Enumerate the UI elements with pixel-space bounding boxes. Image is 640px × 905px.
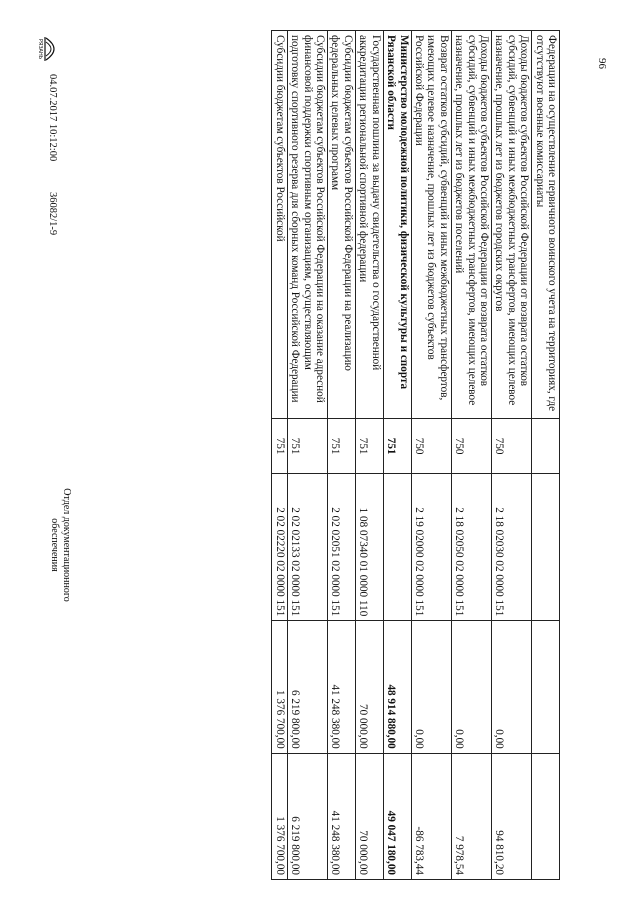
row-admin-code: 751 — [355, 418, 383, 473]
revenue-table — [271, 30, 560, 880]
table-row — [328, 31, 356, 880]
document-id: 36082/1-9 — [47, 192, 58, 236]
table-row — [532, 31, 560, 880]
row-amount-planned: 0,00 — [411, 621, 451, 753]
row-admin-code: 751 — [383, 418, 411, 473]
row-amount-planned: 1 376 700,00 — [272, 621, 287, 753]
rotated-page-content — [37, 30, 560, 880]
row-amount-planned: 0,00 — [451, 621, 491, 753]
row-amount-total: 6 219 800,00 — [287, 753, 327, 879]
row-admin-code: 750 — [451, 418, 491, 473]
table-row — [355, 31, 383, 880]
row-admin-code: 750 — [411, 418, 451, 473]
row-amount-total: 70 000,00 — [355, 753, 383, 879]
row-amount-planned — [532, 621, 560, 753]
row-amount-total: 41 248 380,00 — [328, 753, 356, 879]
row-description: Государственная пошлина за выдачу свидетельства о государственной аккредитации региональной спортивной федерации — [355, 31, 383, 419]
row-budget-code: 2 02 02133 02 0000 151 — [287, 474, 327, 621]
city-seal-icon — [38, 34, 64, 64]
row-budget-code — [383, 474, 411, 621]
page-footer — [24, 30, 74, 880]
print-timestamp: 04.07.2017 10:12:00 — [47, 74, 58, 162]
row-admin-code — [532, 418, 560, 473]
row-budget-code: 2 19 02000 02 0000 151 — [411, 474, 451, 621]
row-amount-total: -86 783,44 — [411, 753, 451, 879]
table-row — [491, 31, 531, 880]
row-description: Субсидии бюджетам субъектов Российской Федерации на реализацию федеральных целевых программ — [328, 31, 356, 419]
table-row — [287, 31, 327, 880]
department-stamp: Отдел документационного обеспечения — [49, 488, 72, 602]
row-admin-code: 751 — [287, 418, 327, 473]
row-admin-code: 750 — [491, 418, 531, 473]
table-row — [272, 31, 287, 880]
row-amount-total: 94 810,20 — [491, 753, 531, 879]
row-amount-total — [532, 753, 560, 879]
page-number: 96 — [596, 58, 608, 69]
svg-text:РЯЗАНЬ: РЯЗАНЬ — [37, 38, 43, 60]
table-row — [383, 31, 411, 880]
row-description: Субсидии бюджетам субъектов Российской Федерации на оказание адресной финансовой поддержки спортивным организациям, осуществляющим подготовку спортивного резерва для сборных команд Российской Федерации — [287, 31, 327, 419]
row-amount-planned: 70 000,00 — [355, 621, 383, 753]
row-budget-code: 2 02 02051 02 0000 151 — [328, 474, 356, 621]
row-description: Министерство молодежной политики, физической культуры и спорта Рязанской области — [383, 31, 411, 419]
row-amount-planned: 48 914 880,00 — [383, 621, 411, 753]
row-budget-code: 2 02 02220 02 0000 151 — [272, 474, 287, 621]
row-budget-code: 2 18 02050 02 0000 151 — [451, 474, 491, 621]
row-amount-total: 49 047 180,00 — [383, 753, 411, 879]
row-budget-code — [532, 474, 560, 621]
row-budget-code: 2 18 02030 02 0000 151 — [491, 474, 531, 621]
row-amount-total: 7 978,54 — [451, 753, 491, 879]
table-row — [411, 31, 451, 880]
row-description: Федерации на осуществление первичного воинского учета на территориях, где отсутствуют военные комиссариаты — [532, 31, 560, 419]
row-description: Возврат остатков субсидий, субвенций и иных межбюджетных трансфертов, имеющих целевое назначение, прошлых лет из бюджетов субъектов Российской Федерации — [411, 31, 451, 419]
row-amount-planned: 6 219 800,00 — [287, 621, 327, 753]
row-amount-total: 1 376 700,00 — [272, 753, 287, 879]
row-description: Субсидии бюджетам субъектов Российской — [272, 31, 287, 419]
row-description: Доходы бюджетов субъектов Российской Федерации от возврата остатков субсидий, субвенций и иных межбюджетных трансфертов, имеющих целевое назначение, прошлых лет из бюджетов городских округов — [491, 31, 531, 419]
table-body — [272, 31, 560, 880]
table-row — [451, 31, 491, 880]
row-description: Доходы бюджетов субъектов Российской Федерации от возврата остатков субсидий, субвенций и иных межбюджетных трансфертов, имеющих целевое назначение, прошлых лет из бюджетов поселений — [451, 31, 491, 419]
row-amount-planned: 41 248 380,00 — [328, 621, 356, 753]
row-budget-code: 1 08 07340 01 0000 110 — [355, 474, 383, 621]
row-amount-planned: 0,00 — [491, 621, 531, 753]
row-admin-code: 751 — [272, 418, 287, 473]
row-admin-code: 751 — [328, 418, 356, 473]
